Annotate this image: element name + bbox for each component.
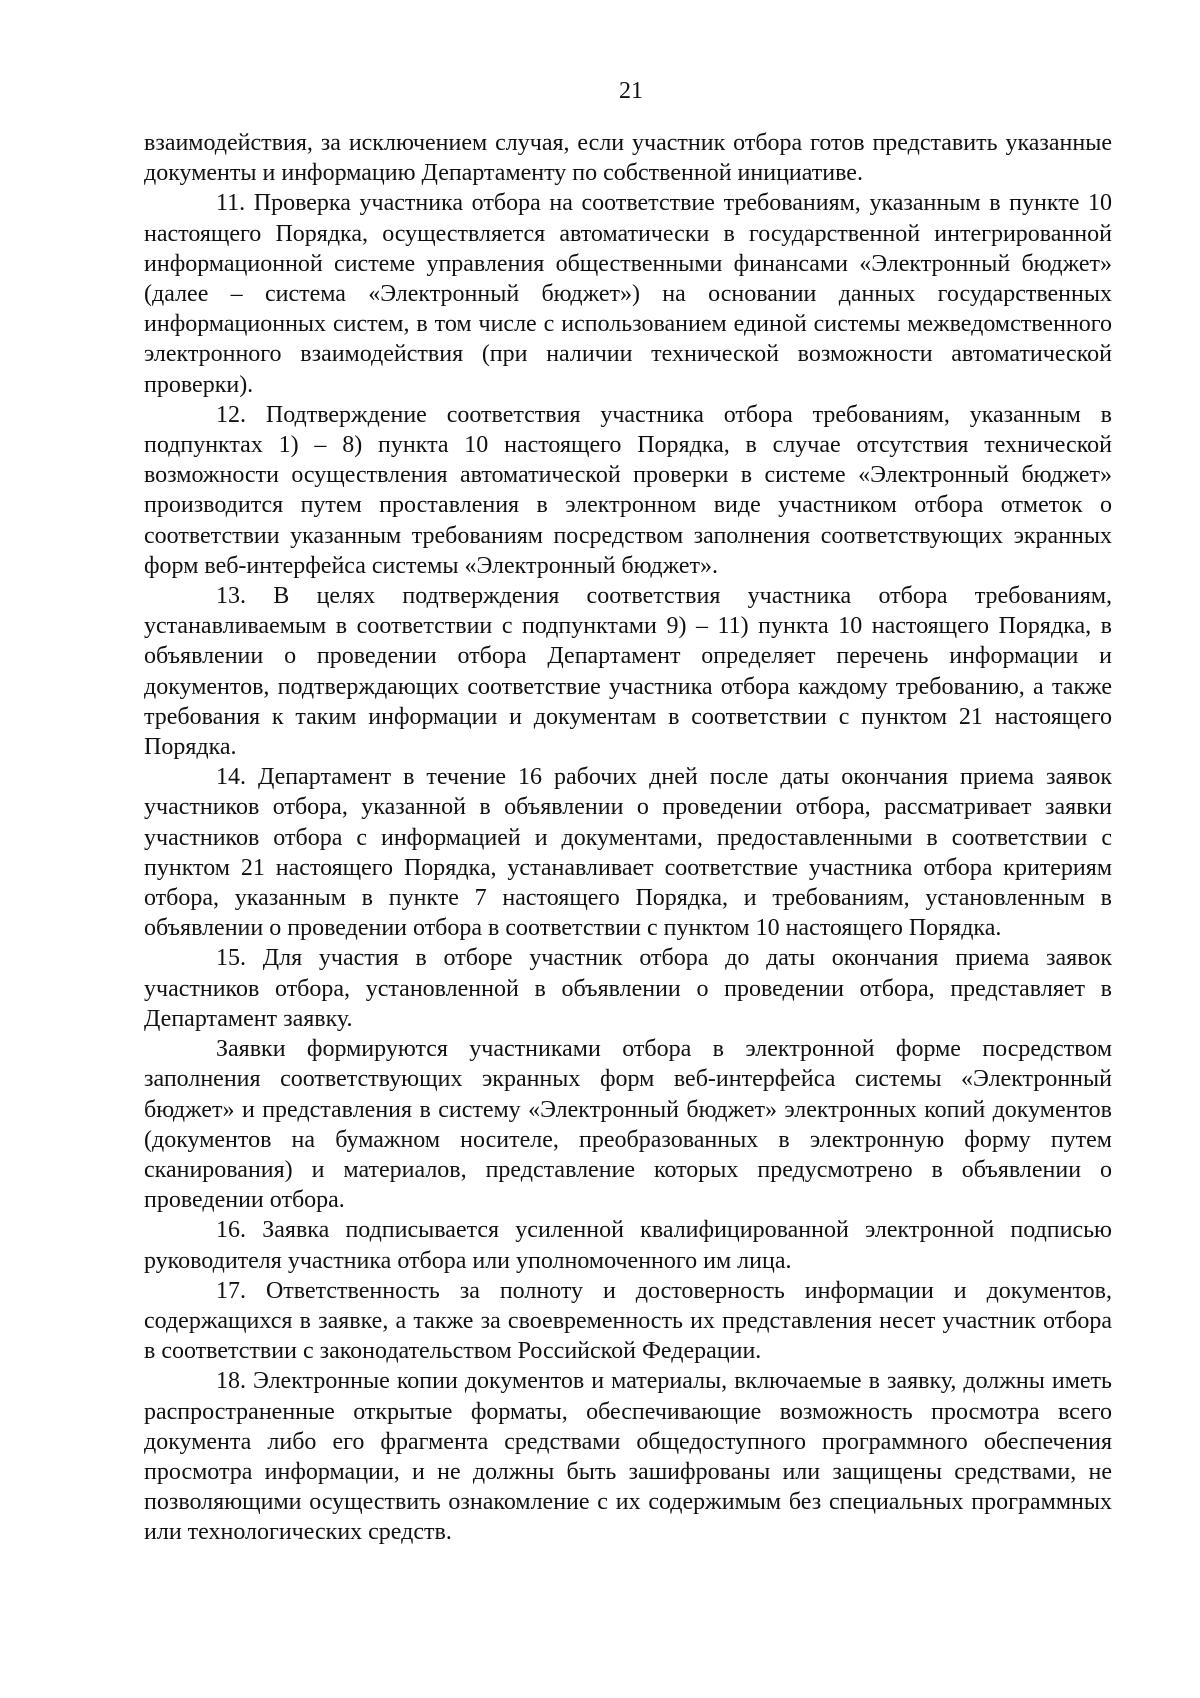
- paragraph-item-11: 11. Проверка участника отбора на соответствие требованиям, указанным в пункте 10 настоящего Порядка, осуществляется автоматически в государственной интегрированной информационной системе управления общественными финансами «Электронный бюджет» (далее – система «Электронный бюджет») на основании данных государственных информационных систем, в том числе с использованием единой системы межведомственного электронного взаимодействия (при наличии технической возможности автоматической проверки).: [144, 190, 1112, 398]
- paragraph-item-18: 18. Электронные копии документов и материалы, включаемые в заявку, должны иметь распространенные открытые форматы, обеспечивающие возможность просмотра всего документа либо его фрагмента средствами общедоступного программного обеспечения просмотра информации, и не должны быть зашифрованы или защищены средствами, не позволяющими осуществить ознакомление с их содержимым без специальных программных или технологических средств.: [144, 1368, 1112, 1546]
- document-body: [144, 128, 1112, 1548]
- paragraph-item-13: 13. В целях подтверждения соответствия участника отбора требованиям, устанавливаемым в соответствии с подпунктами 9) – 11) пункта 10 настоящего Порядка, в объявлении о проведении отбора Департамент определяет перечень информации и документов, подтверждающих соответствие участника отбора каждому требованию, а также требования к таким информации и документам в соответствии с пунктом 21 настоящего Порядка.: [144, 583, 1112, 761]
- page-number: 21: [619, 78, 643, 104]
- paragraph-item-16: 16. Заявка подписывается усиленной квалифицированной электронной подписью руководителя участника отбора или уполномоченного им лица.: [144, 1217, 1112, 1274]
- paragraph-continuation: взаимодействия, за исключением случая, если участник отбора готов представить указанные документы и информацию Департаменту по собственной инициативе.: [144, 130, 1112, 187]
- paragraph-item-12: 12. Подтверждение соответствия участника отбора требованиям, указанным в подпунктах 1) – 8) пункта 10 настоящего Порядка, в случае отсутствия технической возможности осуществления автоматической проверки в системе «Электронный бюджет» производится путем проставления в электронном виде участником отбора отметок о соответствии указанным требованиям посредством заполнения соответствующих экранных форм веб-интерфейса системы «Электронный бюджет».: [144, 401, 1112, 579]
- paragraph-item-15-applications: Заявки формируются участниками отбора в электронной форме посредством заполнения соответствующих экранных форм веб-интерфейса системы «Электронный бюджет» и представления в систему «Электронный бюджет» электронных копий документов (документов на бумажном носителе, преобразованных в электронную форму путем сканирования) и материалов, представление которых предусмотрено в объявлении о проведении отбора.: [144, 1036, 1112, 1214]
- paragraph-item-15: 15. Для участия в отборе участник отбора до даты окончания приема заявок участников отбора, установленной в объявлении о проведении отбора, представляет в Департамент заявку.: [144, 945, 1112, 1032]
- paragraph-item-17: 17. Ответственность за полноту и достоверность информации и документов, содержащихся в заявке, а также за своевременность их представления несет участник отбора в соответствии с законодательством Российской Федерации.: [144, 1277, 1112, 1365]
- paragraph-item-14: 14. Департамент в течение 16 рабочих дней после даты окончания приема заявок участников отбора, указанной в объявлении о проведении отбора, рассматривает заявки участников отбора с информацией и документами, предоставленными в соответствии с пунктом 21 настоящего Порядка, устанавливает соответствие участника отбора критериям отбора, указанным в пункте 7 настоящего Порядка, и требованиям, установленным в объявлении о проведении отбора в соответствии с пунктом 10 настоящего Порядка.: [144, 764, 1112, 942]
